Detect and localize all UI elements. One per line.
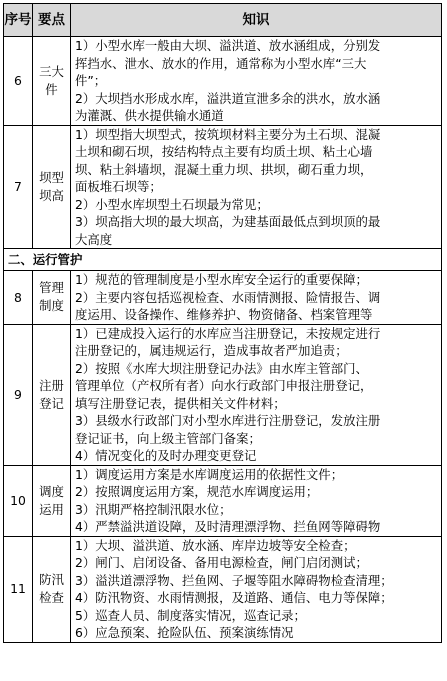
row-number: 9 (4, 324, 33, 465)
knowledge-line: 1）规范的管理制度是小型水库安全运行的重要保障； (75, 272, 368, 287)
row-number: 6 (4, 37, 33, 126)
key-point-text: 运用 (39, 501, 64, 517)
key-point-cell (33, 37, 71, 126)
table-row (4, 465, 442, 536)
knowledge-line: 为灌溉、供水提供输水通道 (75, 108, 224, 123)
table-row (4, 37, 442, 126)
key-point-text: 件 (45, 81, 58, 97)
knowledge-line: 填写注册登记表，提供相关文件材料； (75, 395, 286, 411)
knowledge-cell (71, 324, 442, 465)
knowledge-line: 坝、粘土斜墙坝，混凝土重力坝、拱坝，砌石重力坝， (75, 161, 373, 177)
knowledge-cell (71, 125, 442, 249)
section-row (4, 249, 442, 271)
header-row (4, 4, 442, 37)
key-point-cell (33, 125, 71, 249)
section-title: 二、运行管护 (4, 249, 442, 271)
knowledge-table (3, 3, 442, 643)
knowledge-cell (71, 271, 442, 325)
knowledge-line: 件”； (75, 73, 107, 88)
knowledge-line: 6）应急预案、抢险队伍、预案演练情况 (75, 625, 294, 640)
row-number: 8 (4, 271, 33, 325)
key-point-cell (33, 271, 71, 325)
knowledge-line: 2）主要内容包括巡视检查、水雨情测报、险情报告、调 (75, 289, 381, 305)
table-row (4, 271, 442, 325)
knowledge-line: 3）溢洪道漂浮物、拦鱼网、子堰等阻水障碍物检查清理； (75, 572, 393, 588)
key-point-text: 注册 (39, 377, 64, 393)
knowledge-line: 4）情况变化的及时办理变更登记 (75, 448, 257, 463)
knowledge-line: 2）按照调度运用方案，规范水库调度运用； (75, 484, 319, 499)
knowledge-line: 度运用、设备操作、维修养护、物资储备、档案管理等 (75, 307, 373, 322)
knowledge-line: 4）防汛物资、水雨情测报，及道路、通信、电力等保障； (75, 590, 393, 605)
header-no: 序号 (4, 4, 33, 37)
knowledge-line: 管理单位（产权所有者）向水行政部门申报注册登记， (75, 378, 373, 393)
row-number: 7 (4, 125, 33, 249)
key-point-text: 防汛 (39, 572, 64, 587)
table-row (4, 536, 442, 642)
knowledge-cell (71, 536, 442, 642)
knowledge-line: 1）大坝、溢洪道、放水涵、库岸边坡等安全检查； (75, 537, 356, 553)
key-point-text: 检查 (39, 590, 64, 605)
knowledge-line: 3）汛期严格控制汛限水位； (75, 501, 232, 517)
key-point-cell (33, 536, 71, 642)
key-point-cell (33, 324, 71, 465)
key-point-cell (33, 465, 71, 536)
key-point-text: 坝高 (39, 187, 64, 203)
key-point-text: 制度 (39, 298, 64, 314)
knowledge-line: 2）按照《水库大坝注册登记办法》由水库主管部门、 (75, 360, 368, 376)
knowledge-cell (71, 465, 442, 536)
knowledge-line: 登记证书，向上级主管部门备案； (75, 430, 261, 446)
knowledge-line: 2）闸门、启闭设备、备用电源检查，闸门启闭测试； (75, 555, 368, 570)
key-point-text: 管理 (39, 280, 64, 296)
knowledge-line: 2）小型水库坝型土石坝最为常见； (75, 196, 269, 212)
knowledge-line: 1）坝型指大坝型式，按筑坝材料主要分为土石坝、混凝 (75, 126, 381, 142)
key-point-text: 登记 (39, 395, 64, 411)
knowledge-line: 注册登记的，属违规运行，造成事故者严加追责； (75, 343, 348, 358)
knowledge-line: 面板堆石坝等； (75, 179, 162, 194)
knowledge-line: 大高度 (75, 231, 113, 247)
table-row (4, 125, 442, 249)
knowledge-line: 1）已建成投入运行的水库应当注册登记，未按规定进行 (75, 325, 381, 341)
knowledge-line: 1）调度运用方案是水库调度运用的依据性文件； (75, 466, 344, 482)
knowledge-line: 挥挡水、泄水、放水的作用，通常称为小型水库“三大 (75, 55, 367, 71)
knowledge-line: 3）坝高指大坝的最大坝高，为建基面最低点到坝顶的最 (75, 214, 381, 229)
header-knowledge: 知识 (71, 4, 442, 37)
header-key-point: 要点 (33, 4, 71, 37)
knowledge-line: 4）严禁溢洪道设障，及时清理漂浮物、拦鱼网等障碍物 (75, 519, 381, 534)
knowledge-cell (71, 37, 442, 126)
knowledge-line: 3）县级水行政部门对小型水库进行注册登记，发放注册 (75, 413, 381, 428)
knowledge-line: 1）小型水库一般由大坝、溢洪道、放水涵组成，分别发 (75, 38, 381, 53)
knowledge-line: 2）大坝挡水形成水库，溢洪道宣泄多余的洪水，放水涵 (75, 90, 381, 106)
row-number: 11 (4, 536, 33, 642)
row-number: 10 (4, 465, 33, 536)
key-point-text: 三大 (39, 63, 64, 79)
knowledge-line: 土坝和砌石坝，按结构特点主要有均质土坝、粘土心墙 (75, 144, 373, 159)
key-point-text: 坝型 (39, 169, 64, 185)
knowledge-line: 5）巡查人员、制度落实情况，巡查记录； (75, 607, 306, 623)
key-point-text: 调度 (39, 483, 64, 499)
table-row (4, 324, 442, 465)
